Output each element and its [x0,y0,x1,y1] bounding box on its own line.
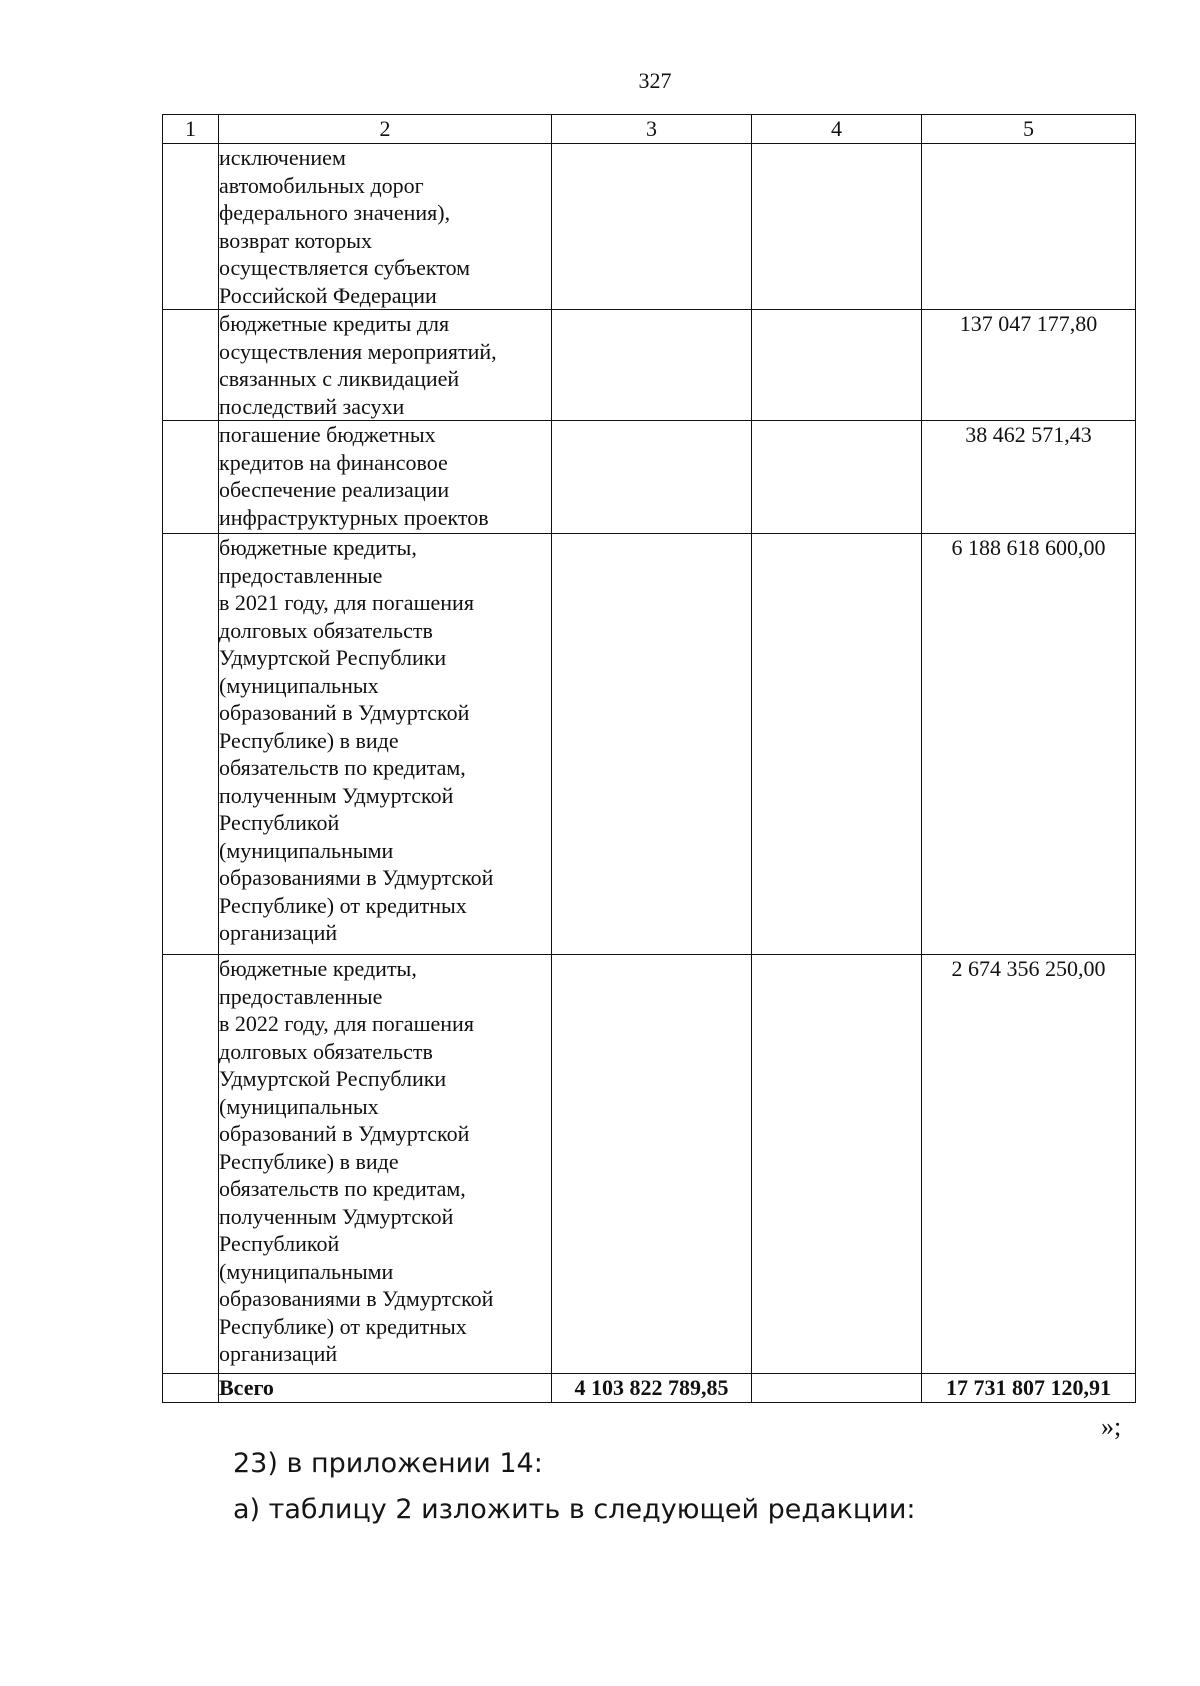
row-col3 [552,310,752,421]
row-col4 [752,534,922,955]
row-col3 [552,955,752,1374]
row-col3 [552,144,752,310]
column-header-4: 4 [752,115,922,144]
budget-credits-table [162,114,1136,1403]
table-total-row [163,1374,1136,1403]
row-col5: 2 674 356 250,00 [922,955,1136,1374]
row-col5: 6 188 618 600,00 [922,534,1136,955]
row-col4 [752,955,922,1374]
row-col5: 137 047 177,80 [922,310,1136,421]
total-col4 [752,1374,922,1403]
total-col5: 17 731 807 120,91 [922,1374,1136,1403]
table-header-row [163,115,1136,144]
column-header-1: 1 [163,115,219,144]
column-header-2: 2 [219,115,552,144]
row-description: исключением автомобильных дорог федерального значения), возврат которых осуществляется субъектом Российской Федерации [219,144,552,310]
row-number-cell [163,534,219,955]
row-col4 [752,310,922,421]
column-header-3: 3 [552,115,752,144]
column-header-5: 5 [922,115,1136,144]
row-col4 [752,421,922,534]
row-description: бюджетные кредиты для осуществления мероприятий, связанных с ликвидацией последствий засухи [219,310,552,421]
row-description: бюджетные кредиты, предоставленные в 2022 году, для погашения долговых обязательств Удмуртской Республики (муниципальных образований в Удмуртской Республике) в виде обязательств по кредитам, полученным Удмуртской Республикой (муниципальными образованиями в Удмуртской Республике) от кредитных организаций [219,955,552,1374]
row-number-cell [163,310,219,421]
closing-quote-mark: »; [1101,1412,1122,1441]
row-col3 [552,534,752,955]
total-label: Всего [219,1374,552,1403]
row-col5: 38 462 571,43 [922,421,1136,534]
table-row [163,421,1136,534]
row-col4 [752,144,922,310]
row-col3 [552,421,752,534]
row-number-cell [163,955,219,1374]
table-row [163,144,1136,310]
paragraph-appendix-14: 23) в приложении 14: [233,1448,543,1479]
total-number-cell [163,1374,219,1403]
table-row [163,310,1136,421]
row-description: погашение бюджетных кредитов на финансовое обеспечение реализации инфраструктурных проектов [219,421,552,534]
row-col5 [922,144,1136,310]
table-row [163,534,1136,955]
page-number: 327 [638,68,672,93]
total-col3: 4 103 822 789,85 [552,1374,752,1403]
row-number-cell [163,144,219,310]
table-row [163,955,1136,1374]
row-description: бюджетные кредиты, предоставленные в 2021 году, для погашения долговых обязательств Удмуртской Республики (муниципальных образований в Удмуртской Республике) в виде обязательств по кредитам, полученным Удмуртской Республикой (муниципальными образованиями в Удмуртской Республике) от кредитных организаций [219,534,552,955]
row-number-cell [163,421,219,534]
paragraph-table-2-instruction: а) таблицу 2 изложить в следующей редакции: [233,1494,916,1525]
